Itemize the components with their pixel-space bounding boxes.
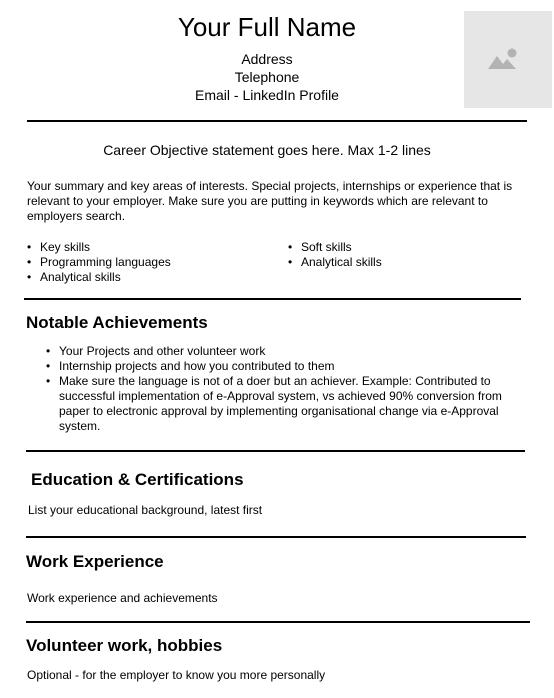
education-text: List your educational background, latest first: [28, 503, 263, 517]
divider: [26, 450, 525, 452]
divider: [24, 298, 521, 300]
summary: Your summary and key areas of interests. Special projects, internships or experience that is relevant to your employer. Make sure you are putting in keywords which are relevant to employers search.: [27, 179, 513, 223]
list-item: • Your Projects and other volunteer work: [46, 344, 512, 359]
email-linkedin: Email - LinkedIn Profile: [195, 87, 339, 103]
image-placeholder-icon: [488, 47, 520, 71]
divider: [26, 536, 526, 538]
career-objective: Career Objective statement goes here. Max 1-2 lines: [103, 142, 431, 158]
education-heading: Education & Certifications: [31, 470, 244, 489]
work-heading: Work Experience: [26, 552, 164, 571]
volunteer-text: Optional - for the employer to know you more personally: [27, 668, 326, 682]
achievements-list: [46, 344, 512, 434]
telephone: Telephone: [234, 69, 300, 85]
address: Address: [241, 51, 293, 67]
skills-list-left: [27, 240, 277, 285]
achievements-heading: Notable Achievements: [26, 313, 208, 332]
list-item: • Programming languages: [27, 255, 277, 270]
work-text: Work experience and achievements: [27, 591, 218, 605]
list-item: • Analytical skills: [288, 255, 518, 270]
list-item: • Make sure the language is not of a doer but an achiever. Example: Contributed to successful implementation of e-Approval system, vs achieved 90% conversion from paper to electronic approval by implementing organisational change via e-Approval system.: [46, 374, 512, 434]
list-item: • Analytical skills: [27, 270, 277, 285]
photo-placeholder[interactable]: [464, 11, 552, 108]
list-item: • Soft skills: [288, 240, 518, 255]
divider: [27, 120, 527, 122]
list-item: • Internship projects and how you contributed to them: [46, 359, 512, 374]
full-name: Your Full Name: [177, 12, 357, 42]
divider: [26, 621, 530, 623]
skills-list-right: [288, 240, 518, 270]
list-item: • Key skills: [27, 240, 277, 255]
volunteer-heading: Volunteer work, hobbies: [26, 636, 223, 655]
